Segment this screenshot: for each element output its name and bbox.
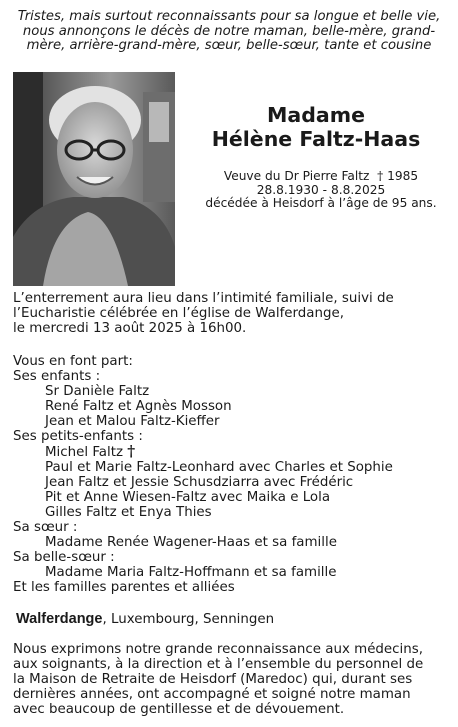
- funeral-line: le mercredi 13 août 2025 à 16h00.: [13, 321, 247, 336]
- widow-of: Veuve du Dr Pierre Faltz: [223, 169, 370, 183]
- sister-in-law-label: Sa belle-sœur :: [13, 550, 115, 565]
- funeral-line: l’Eucharistie célébrée en l’église de Walferdange,: [13, 306, 344, 321]
- intro-text: Tristes, mais surtout reconnaissants pour sa longue et belle vie, nous annonçons le décès de notre maman, belle-mère, grand-mère, arrière-grand-mère, sœur, belle-sœur, tante et cousine: [17, 9, 441, 54]
- cross-icon: †: [377, 169, 384, 183]
- funeral-notice: [13, 291, 453, 336]
- sister-in-law-item: Madame Maria Faltz-Hoffmann et sa famille: [45, 565, 337, 580]
- grandchild-item: Paul et Marie Faltz-Leonhard avec Charles et Sophie: [45, 460, 393, 475]
- cross-icon: †: [127, 442, 136, 460]
- town-name: Walferdange: [16, 611, 103, 627]
- life-dates: 28.8.1930 - 8.8.2025: [256, 182, 386, 197]
- children-label: Ses enfants :: [13, 369, 101, 384]
- thanks-paragraph: [13, 642, 453, 717]
- portrait-photo: [13, 72, 175, 286]
- family-intro: Vous en font part:: [13, 354, 133, 369]
- child-item: René Faltz et Agnès Mosson: [45, 399, 232, 414]
- deceased-name-block: [196, 103, 436, 151]
- thanks-line: dernières années, ont accompagné et soigné notre maman: [13, 687, 411, 702]
- child-item: Sr Danièle Faltz: [45, 384, 150, 399]
- place-line: [16, 612, 446, 627]
- grandchild-item: Jean Faltz et Jessie Schusdziarra avec Frédéric: [45, 475, 354, 490]
- death-note: décédée à Heisdorf à l’âge de 95 ans.: [205, 196, 437, 211]
- thanks-line: Nous exprimons notre grande reconnaissance aux médecins,: [13, 642, 423, 657]
- other-families: Et les familles parentes et alliées: [13, 580, 235, 595]
- sister-item: Madame Renée Wagener-Haas et sa famille: [45, 535, 337, 550]
- thanks-line: aux soignants, à la direction et à l’ensemble du personnel de: [13, 657, 424, 672]
- thanks-line: la Maison de Retraite de Heisdorf (Maredoc) qui, durant ses: [13, 672, 413, 687]
- child-item: Jean et Malou Faltz-Kieffer: [45, 414, 220, 429]
- place-rest: , Luxembourg, Senningen: [102, 612, 275, 627]
- grandchildren-label: Ses petits-enfants :: [13, 429, 143, 444]
- funeral-line: L’enterrement aura lieu dans l’intimité familiale, suivi de: [13, 291, 394, 306]
- sister-label: Sa sœur :: [13, 520, 78, 535]
- family-announcement: [13, 354, 453, 595]
- deceased-name: Hélène Faltz-Haas: [211, 127, 421, 151]
- widow-year: 1985: [387, 169, 419, 183]
- thanks-line: avec beaucoup de gentillesse et de dévouement.: [13, 702, 345, 717]
- deceased-details: [196, 170, 446, 211]
- grandchild-item: Pit et Anne Wiesen-Faltz avec Maika e Lola: [45, 490, 331, 505]
- honorific: Madame: [266, 103, 365, 127]
- widow-line: [196, 170, 446, 184]
- grandchild-item: Gilles Faltz et Enya Thies: [45, 505, 212, 520]
- grandchild-deceased-item: [13, 444, 453, 460]
- grandchild-deceased-name: Michel Faltz: [45, 445, 124, 460]
